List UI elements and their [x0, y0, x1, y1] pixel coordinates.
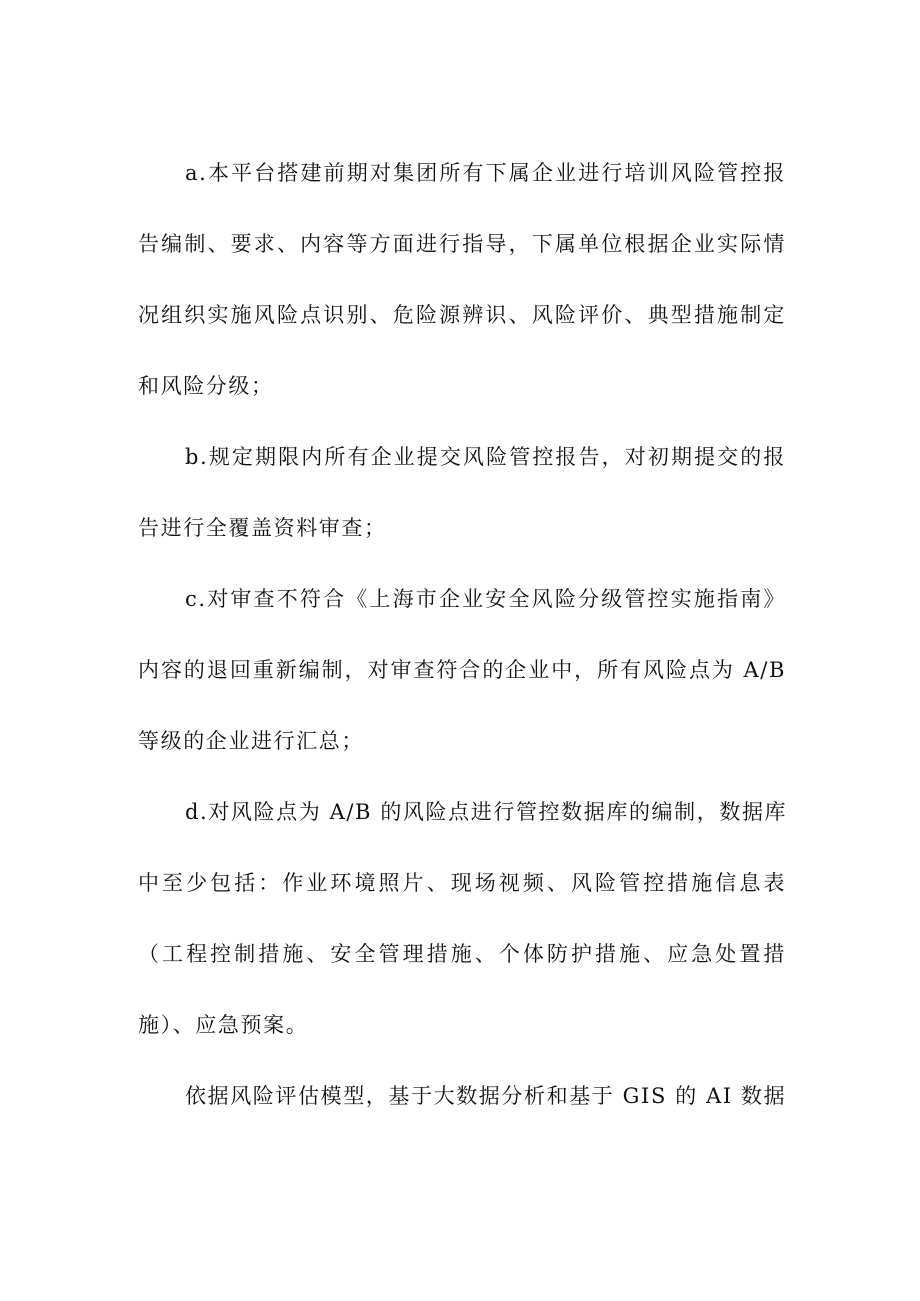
- document-body: [138, 138, 786, 1132]
- paragraph-line: 依据风险评估模型，基于大数据分析和基于 GIS 的 AI 数据: [185, 1084, 787, 1108]
- paragraph-line: （工程控制措施、安全管理措施、个体防护措施、应急处置措: [138, 942, 786, 966]
- paragraph-line: 告编制、要求、内容等方面进行指导，下属单位根据企业实际情: [138, 232, 786, 256]
- paragraph-line: b.规定期限内所有企业提交风险管控报告，对初期提交的报: [185, 445, 786, 469]
- paragraph-line: 内容的退回重新编制，对审查符合的企业中，所有风险点为 A/B: [138, 658, 786, 682]
- paragraph-b: [138, 422, 786, 564]
- paragraph-line: 施）、应急预案。: [138, 1013, 309, 1037]
- paragraph-line: d.对风险点为 A/B 的风险点进行管控数据库的编制，数据库: [185, 800, 788, 824]
- paragraph-a: [138, 138, 786, 422]
- paragraph-line: c.对审查不符合《上海市企业安全风险分级管控实施指南》: [185, 587, 786, 611]
- paragraph-line: 告进行全覆盖资料审查；: [138, 516, 387, 540]
- paragraph-line: 中至少包括：作业环境照片、现场视频、风险管控措施信息表: [138, 871, 786, 895]
- paragraph-line: 等级的企业进行汇总；: [138, 729, 364, 753]
- paragraph-e: [138, 1061, 786, 1132]
- paragraph-line: a.本平台搭建前期对集团所有下属企业进行培训风险管控报: [185, 161, 786, 185]
- paragraph-c: [138, 564, 786, 777]
- paragraph-line: 和风险分级；: [138, 374, 274, 398]
- paragraph-line: 况组织实施风险点识别、危险源辨识、风险评价、典型措施制定: [138, 303, 786, 327]
- paragraph-d: [138, 777, 786, 1061]
